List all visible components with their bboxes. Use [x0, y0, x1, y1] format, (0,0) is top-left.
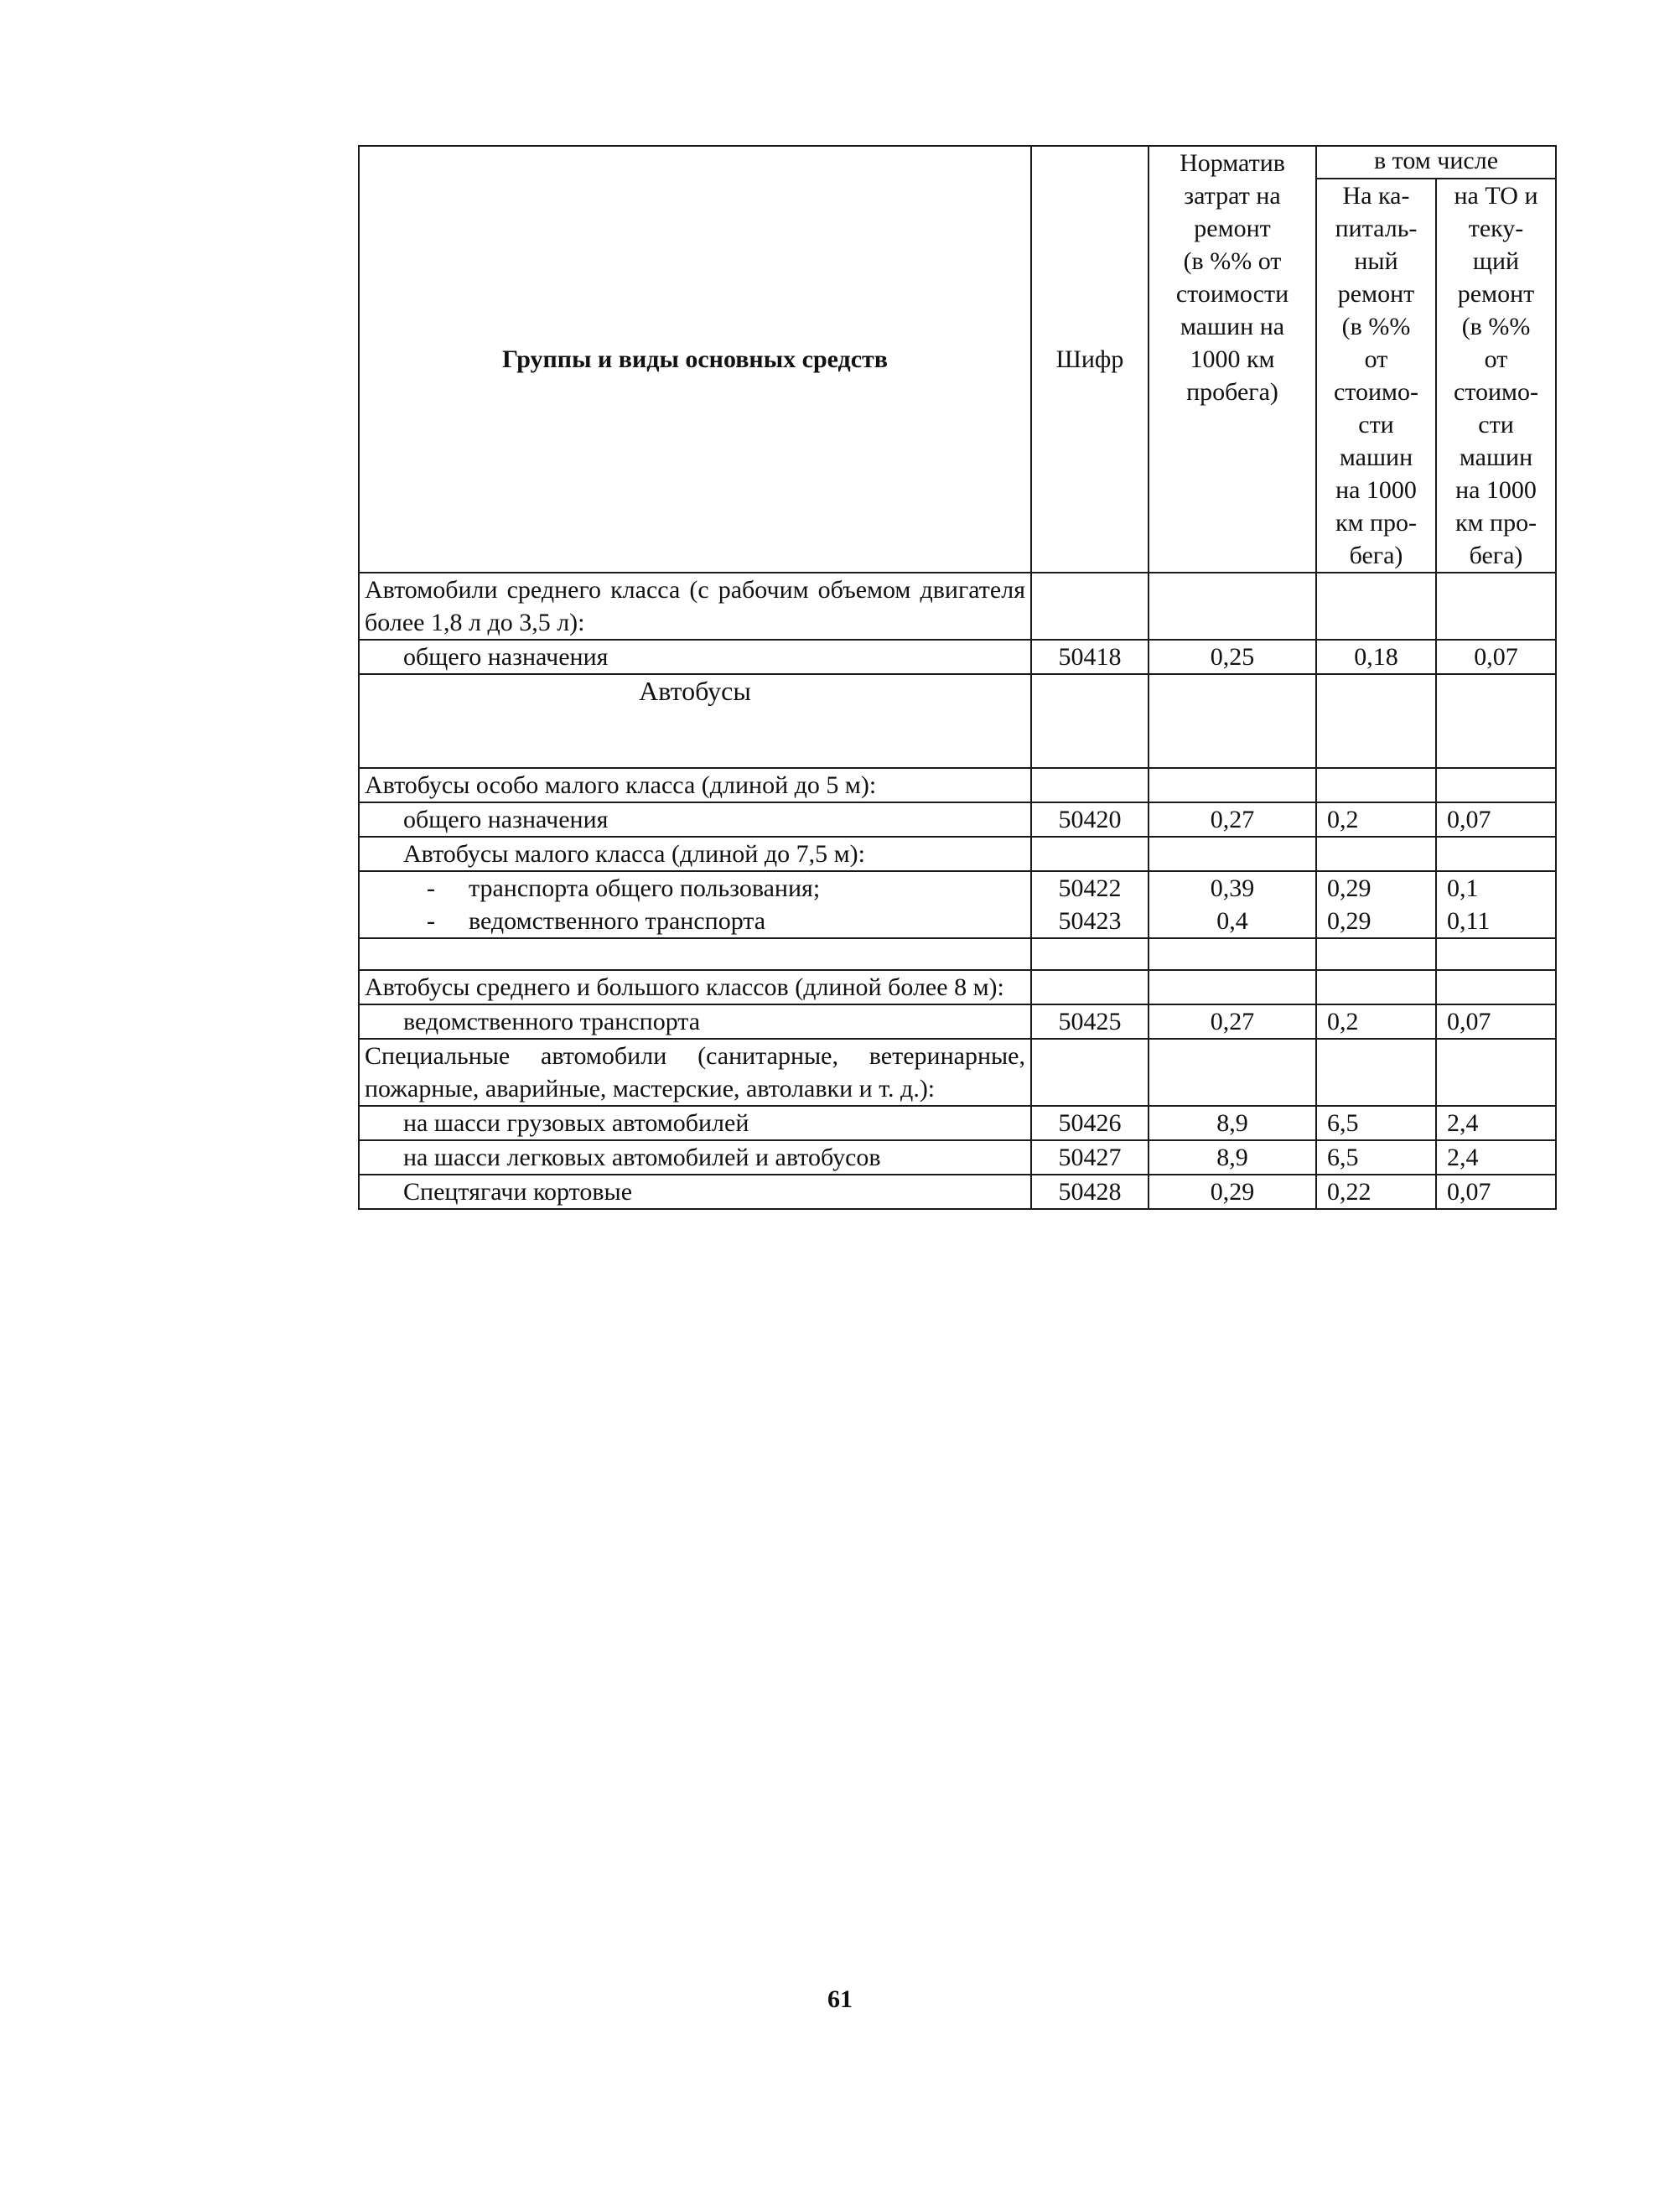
- header-current-line: на ТО и: [1454, 182, 1538, 210]
- empty-cell: [1149, 837, 1316, 871]
- empty-cell: [1316, 837, 1436, 871]
- item-capitals: [1316, 871, 1436, 938]
- item-capital: 0,2: [1316, 802, 1436, 837]
- item-name: на шасси легковых автомобилей и автобусов: [359, 1140, 1031, 1175]
- header-capital-line: км про-: [1335, 509, 1418, 537]
- header-current-line: теку-: [1468, 215, 1524, 242]
- header-capital-line: На ка-: [1342, 182, 1410, 210]
- empty-cell: [1149, 768, 1316, 802]
- page-number: 61: [827, 1985, 853, 2013]
- group-heading: Автобусы малого класса (длиной до 7,5 м):: [359, 837, 1031, 871]
- empty-cell: [1436, 938, 1556, 970]
- empty-cell: [1316, 573, 1436, 640]
- empty-cell: [1031, 768, 1149, 802]
- item-name: общего назначения: [359, 640, 1031, 674]
- empty-cell: [1316, 1039, 1436, 1106]
- item-current: 2,4: [1436, 1140, 1556, 1175]
- empty-cell: [1436, 573, 1556, 640]
- item-code: 50422: [1058, 874, 1122, 902]
- dash-marker: -: [427, 874, 435, 902]
- item-norm: 8,9: [1149, 1106, 1316, 1140]
- item-capital: 6,5: [1316, 1106, 1436, 1140]
- header-norm: [1149, 146, 1316, 573]
- header-current-line: стоимо-: [1453, 378, 1539, 406]
- header-capital-line: питаль-: [1335, 215, 1418, 242]
- item-current: 0,07: [1436, 1004, 1556, 1039]
- header-current-line: на 1000: [1455, 476, 1537, 504]
- header-code: Шифр: [1031, 146, 1149, 573]
- item-current: 0,11: [1447, 907, 1491, 935]
- item-name: на шасси грузовых автомобилей: [359, 1106, 1031, 1140]
- empty-cell: [1436, 837, 1556, 871]
- item-norm: 0,4: [1216, 907, 1248, 935]
- item-list: [359, 871, 1031, 938]
- dash-marker: -: [427, 907, 435, 935]
- item-current: 0,1: [1447, 874, 1479, 902]
- item-capital: 0,29: [1327, 874, 1371, 902]
- empty-cell: [1436, 768, 1556, 802]
- item-currents: [1436, 871, 1556, 938]
- header-current-line: от: [1484, 345, 1508, 373]
- norms-table: [358, 145, 1557, 1210]
- header-norm-line: 1000 км: [1190, 345, 1275, 373]
- empty-cell: [1316, 970, 1436, 1004]
- table-row: [359, 837, 1556, 871]
- header-capital-line: стоимо-: [1333, 378, 1419, 406]
- header-norm-line: пробега): [1186, 378, 1278, 406]
- item-norm: 0,27: [1149, 802, 1316, 837]
- header-capital-line: на 1000: [1335, 476, 1417, 504]
- item-code: 50420: [1031, 802, 1149, 837]
- empty-cell: [1436, 674, 1556, 768]
- empty-cell: [1149, 1039, 1316, 1106]
- empty-cell: [1149, 938, 1316, 970]
- header-current-line: ремонт: [1457, 280, 1535, 308]
- group-heading: Специальные автомобили (санитарные, ветеринарные, пожарные, аварийные, мастерские, автолавки и т. д.):: [359, 1039, 1031, 1106]
- table-row: [359, 802, 1556, 837]
- item-norms: [1149, 871, 1316, 938]
- item-codes: [1031, 871, 1149, 938]
- header-norm-line: стоимости: [1175, 280, 1289, 308]
- header-norm-line: ремонт: [1194, 215, 1271, 242]
- header-capital-line: машин: [1339, 444, 1413, 471]
- empty-cell: [1436, 970, 1556, 1004]
- item-code: 50423: [1058, 907, 1122, 935]
- header-current-line: км про-: [1454, 509, 1537, 537]
- table-row: [359, 970, 1556, 1004]
- list-item: [427, 872, 1025, 905]
- item-norm: 8,9: [1149, 1140, 1316, 1175]
- item-name: Спецтягачи кортовые: [359, 1175, 1031, 1209]
- item-capital: 0,18: [1316, 640, 1436, 674]
- item-code: 50428: [1031, 1175, 1149, 1209]
- header-current-line: машин: [1459, 444, 1533, 471]
- item-code: 50426: [1031, 1106, 1149, 1140]
- empty-cell: [1031, 837, 1149, 871]
- item-current: 0,07: [1436, 640, 1556, 674]
- empty-cell: [1031, 573, 1149, 640]
- header-including: в том числе: [1316, 146, 1556, 179]
- empty-cell: [1031, 674, 1149, 768]
- empty-cell: [1031, 1039, 1149, 1106]
- header-current-line: (в %%: [1461, 313, 1531, 340]
- header-norm-line: (в %% от: [1183, 247, 1282, 275]
- item-code: 50425: [1031, 1004, 1149, 1039]
- empty-cell: [1316, 674, 1436, 768]
- list-item: [427, 905, 1025, 937]
- header-norm-line: затрат на: [1184, 182, 1281, 210]
- table-row: [359, 573, 1556, 640]
- table-row: [359, 674, 1556, 768]
- item-name: транспорта общего пользования;: [469, 874, 821, 902]
- group-heading: Автобусы среднего и большого классов (длиной более 8 м):: [359, 970, 1031, 1004]
- table-row: [359, 1039, 1556, 1106]
- table-row: [359, 871, 1556, 938]
- table-row: [359, 938, 1556, 970]
- item-capital: 6,5: [1316, 1140, 1436, 1175]
- header-norm-line: машин на: [1180, 313, 1285, 340]
- header-groups: Группы и виды основных средств: [359, 146, 1031, 573]
- header-capital-line: сти: [1358, 411, 1394, 438]
- item-name: ведомственного транспорта: [469, 907, 766, 935]
- header-capital-line: ремонт: [1337, 280, 1415, 308]
- item-capital: 0,22: [1316, 1175, 1436, 1209]
- table-row: [359, 1175, 1556, 1209]
- group-heading: Автобусы особо малого класса (длиной до 5 м):: [359, 768, 1031, 802]
- empty-cell: [1149, 674, 1316, 768]
- header-capital-line: ный: [1354, 247, 1398, 275]
- section-heading: Автобусы: [359, 674, 1031, 768]
- empty-cell: [1436, 1039, 1556, 1106]
- empty-cell: [1031, 938, 1149, 970]
- empty-cell: [1031, 970, 1149, 1004]
- empty-cell: [1149, 573, 1316, 640]
- item-norm: 0,29: [1149, 1175, 1316, 1209]
- item-norm: 0,39: [1210, 874, 1255, 902]
- header-row-1: [359, 146, 1556, 179]
- item-name: общего назначения: [359, 802, 1031, 837]
- table-row: [359, 1140, 1556, 1175]
- item-current: 0,07: [1436, 1175, 1556, 1209]
- empty-cell: [1316, 768, 1436, 802]
- table-row: [359, 1106, 1556, 1140]
- empty-cell: [1149, 970, 1316, 1004]
- item-norm: 0,27: [1149, 1004, 1316, 1039]
- group-heading: Автомобили среднего класса (с рабочим объемом двигателя более 1,8 л до 3,5 л):: [359, 573, 1031, 640]
- header-current-line: щий: [1472, 247, 1520, 275]
- header-capital: [1316, 179, 1436, 573]
- item-code: 50418: [1031, 640, 1149, 674]
- header-current-line: сти: [1478, 411, 1514, 438]
- empty-cell: [1316, 938, 1436, 970]
- item-current: 0,07: [1436, 802, 1556, 837]
- header-current: [1436, 179, 1556, 573]
- item-capital: 0,29: [1327, 907, 1371, 935]
- item-current: 2,4: [1436, 1106, 1556, 1140]
- header-capital-line: (в %%: [1341, 313, 1411, 340]
- item-capital: 0,2: [1316, 1004, 1436, 1039]
- table-row: [359, 640, 1556, 674]
- header-capital-line: бега): [1349, 542, 1403, 569]
- header-capital-line: от: [1364, 345, 1388, 373]
- item-norm: 0,25: [1149, 640, 1316, 674]
- empty-cell: [359, 938, 1031, 970]
- table-row: [359, 1004, 1556, 1039]
- table-row: [359, 768, 1556, 802]
- header-norm-line: Норматив: [1180, 149, 1285, 177]
- item-name: ведомственного транспорта: [359, 1004, 1031, 1039]
- item-code: 50427: [1031, 1140, 1149, 1175]
- header-current-line: бега): [1469, 542, 1523, 569]
